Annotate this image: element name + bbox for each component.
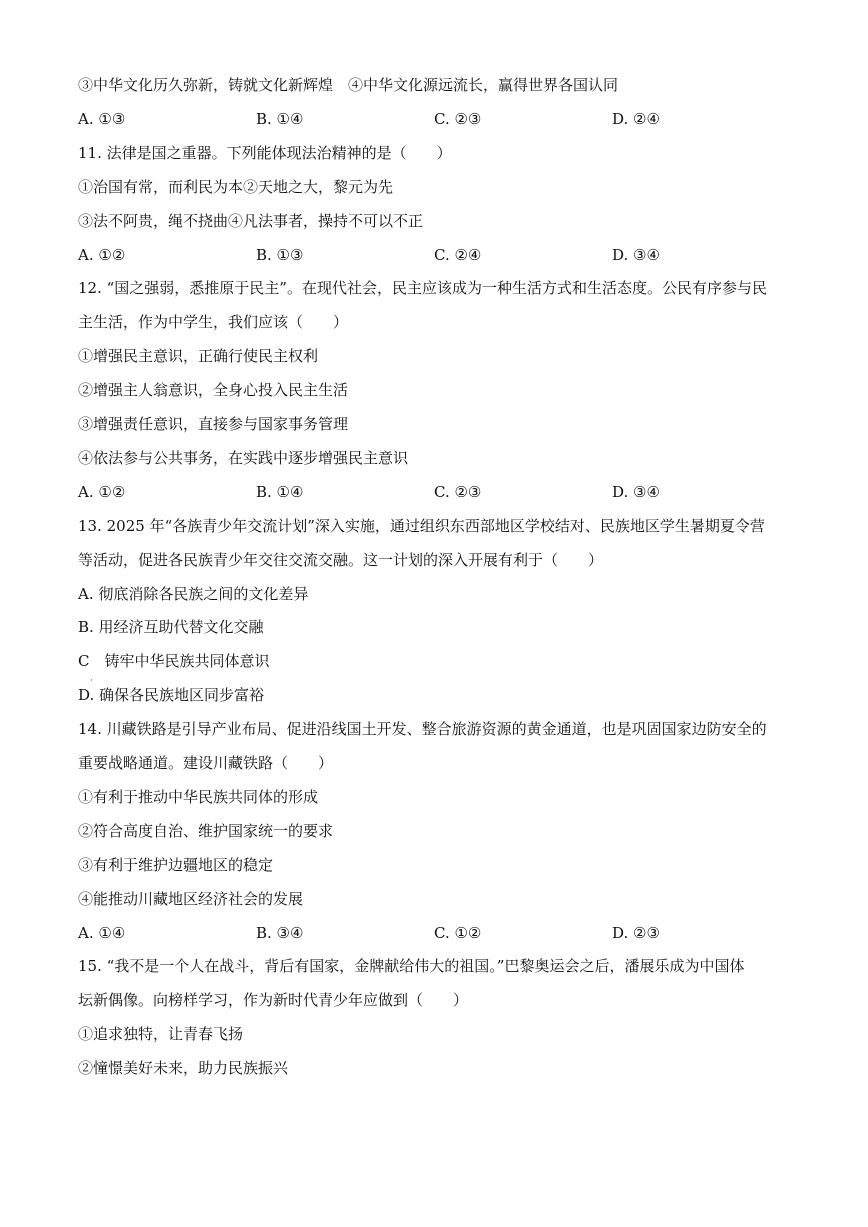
text-line: 13. 2025 年“各族青少年交流计划”深入实施，通过组织东西部地区学校结对、民族地区学生暑期夏令营 [78, 517, 765, 535]
text-line: ①追求独特，让青春飞扬 [78, 1025, 244, 1043]
text-line: 15. “我不是一个人在战斗，背后有国家，金牌献给伟大的祖国。”巴黎奥运会之后，潘展乐成为中国体 [78, 957, 745, 975]
option-b: B. ①④ [256, 483, 304, 501]
text-line: ③法不阿贵，绳不挠曲④凡法事者，操持不可以不正 [78, 212, 424, 230]
text-line: C 铸牢中华民族共同体意识 [78, 652, 270, 670]
text-line: ④依法参与公共事务，在实践中逐步增强民主意识 [78, 449, 409, 467]
text-line: D. 确保各民族地区同步富裕 [78, 686, 265, 704]
text-line: ④能推动川藏地区经济社会的发展 [78, 890, 304, 908]
option-c: C. ②④ [434, 246, 482, 264]
text-line: 主生活，作为中学生，我们应该（ ） [78, 313, 349, 331]
text-line: 重要战略通道。建设川藏铁路（ ） [78, 754, 334, 772]
text-line: 等活动，促进各民族青少年交往交流交融。这一计划的深入开展有利于（ ） [78, 551, 604, 569]
option-a: A. ①③ [78, 110, 126, 128]
text-line: 14. 川藏铁路是引导产业布局、促进沿线国土开发、整合旅游资源的黄金通道，也是巩固国家边防安全的 [78, 720, 767, 738]
text-line: 11. 法律是国之重器。下列能体现法治精神的是（ ） [78, 144, 452, 162]
option-a: A. ①④ [78, 924, 126, 942]
text-line: A. 彻底消除各民族之间的文化差异 [78, 585, 309, 603]
text-line: ①治国有常，而利民为本②天地之大，黎元为先 [78, 178, 394, 196]
option-d: D. ②④ [612, 110, 660, 128]
option-c: C. ①② [434, 924, 482, 942]
option-b: B. ①④ [256, 110, 304, 128]
text-line: ③中华文化历久弥新，铸就文化新辉煌 ④中华文化源远流长，赢得世界各国认同 [78, 76, 619, 94]
option-d: D. ③④ [612, 246, 660, 264]
option-a: A. ①② [78, 483, 126, 501]
option-c: C. ②③ [434, 483, 482, 501]
text-line: 12. “国之强弱，悉推原于民主”。在现代社会，民主应该成为一种生活方式和生活态度。公民有序参与民 [78, 279, 767, 297]
option-a: A. ①② [78, 246, 126, 264]
option-d: D. ③④ [612, 483, 660, 501]
text-line: ②憧憬美好未来，助力民族振兴 [78, 1059, 289, 1077]
stray-dot: · [90, 676, 93, 685]
text-line: B. 用经济互助代替文化交融 [78, 618, 264, 636]
text-line: ②增强主人翁意识，全身心投入民主生活 [78, 381, 349, 399]
option-b: B. ③④ [256, 924, 304, 942]
text-line: ①增强民主意识，正确行使民主权利 [78, 347, 319, 365]
text-line: ①有利于推动中华民族共同体的形成 [78, 788, 319, 806]
option-d: D. ②③ [612, 924, 660, 942]
option-b: B. ①③ [256, 246, 304, 264]
option-c: C. ②③ [434, 110, 482, 128]
text-line: ③有利于维护边疆地区的稳定 [78, 856, 274, 874]
text-line: ②符合高度自治、维护国家统一的要求 [78, 822, 334, 840]
text-line: ③增强责任意识，直接参与国家事务管理 [78, 415, 349, 433]
text-line: 坛新偶像。向榜样学习，作为新时代青少年应做到（ ） [78, 991, 469, 1009]
